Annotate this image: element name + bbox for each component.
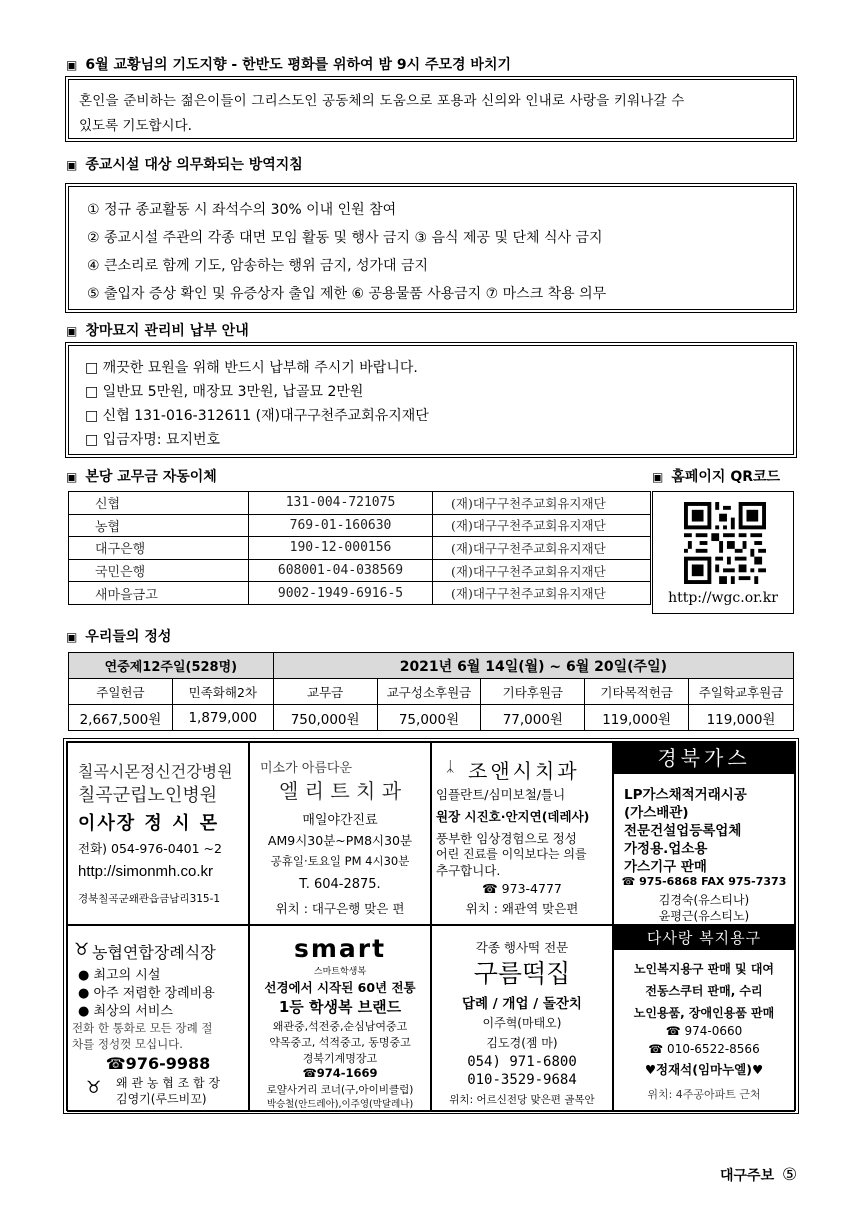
ad-smart-uniform: smart 스마트학생복 선경에서 시작된 60년 전통 1등 학생복 브랜드 왜관중,석전중,순심남여중고 약목중고, 석적중고, 동명중고 경북기계명장고 ☎974-1669 로얄사거리 코너(구,아이비클럽) 박승철(안드레아),이주영(막달레나) bbox=[249, 925, 431, 1112]
ad-nonghyup-funeral: ♉ 농협연합장례식장 ● 최고의 시설 ● 아주 저렴한 장례비용 ● 최상의 서비스 전화 한 통화로 모든 장례 절 차를 정성껏 모십니다. ☎976-9988 ♉ 왜 관 농 협 조 합 장 김영기(루드비꼬) bbox=[67, 925, 249, 1112]
offering-title: ▣ 우리들의 정성 bbox=[66, 629, 172, 645]
quarantine-rules-box bbox=[68, 186, 794, 310]
welfare-header: 다사랑 복지용구 bbox=[614, 926, 794, 950]
account-table bbox=[68, 491, 651, 605]
table-row: 국민은행 608001-04-038569 (재)대구구천주교회유지재단 bbox=[69, 559, 651, 582]
square-bullet-icon: ▣ bbox=[66, 58, 78, 72]
square-bullet-icon: ▣ bbox=[66, 630, 78, 644]
table-row: 2,667,500원 1,879,000 750,000원 75,000원 77,000원 119,000원 119,000원 bbox=[69, 705, 794, 731]
prayer-intention-line1: 혼인을 준비하는 젊은이들이 그리스도인 공동체의 도움으로 포용과 신의와 인내로 사랑을 키워나갈 수 bbox=[79, 93, 685, 109]
qr-title: ▣ 홈페이지 QR코드 bbox=[652, 469, 781, 485]
table-row: 주일헌금 민족화해2차 교무금 교구성소후원금 기타후원금 기타목적헌금 주일학교후원금 bbox=[69, 679, 794, 705]
period-label: 2021년 6월 14일(월) ~ 6월 20일(주일) bbox=[273, 653, 793, 679]
auto-transfer-title: ▣ 본당 교무금 자동이체 bbox=[66, 469, 217, 485]
square-bullet-icon: ▣ bbox=[652, 470, 664, 484]
homepage-url[interactable]: http://wgc.or.kr bbox=[668, 590, 778, 606]
cemetery-item: □ 신협 131-016-312611 (재)대구구천주교회유지재단 bbox=[85, 408, 429, 424]
smart-logo: smart bbox=[293, 934, 387, 963]
leaf-logo-icon: ♉ bbox=[74, 940, 90, 960]
table-row bbox=[69, 653, 794, 679]
page-footer bbox=[720, 1165, 797, 1185]
rule-item: ④ 큰소리로 함께 기도, 암송하는 행위 금지, 성가대 금지 bbox=[87, 258, 429, 274]
prayer-intention-line2: 있도록 기도합시다. bbox=[79, 118, 192, 134]
table-row: 새마을금고 9002-1949-6916-5 (재)대구구천주교회유지재단 bbox=[69, 582, 651, 605]
cemetery-item: □ 일반묘 5만원, 매장묘 3만원, 납골묘 2만원 bbox=[85, 384, 364, 400]
cemetery-fee-title: ▣ 창마묘지 관리비 납부 안내 bbox=[66, 323, 249, 339]
rule-item: ① 정규 종교활동 시 좌석수의 30% 이내 인원 참여 bbox=[87, 202, 397, 218]
prayer-intention-title: ▣ 6월 교황님의 기도지향 - 한반도 평화를 위하여 밤 9시 주모경 바치기 bbox=[66, 57, 511, 73]
qr-box bbox=[652, 491, 794, 614]
offering-table bbox=[68, 652, 794, 731]
rule-item: ⑤ 출입자 증상 확인 및 유증상자 출입 제한 ⑥ 공용물품 사용금지 ⑦ 마스크 착용 의무 bbox=[87, 286, 607, 302]
ad-elite-dental: 미소가 아름다운 엘 리 트 치 과 매일야간진료 AM9시30분~PM8시30분 공휴일·토요일 PM 4시30분 T. 604-2875. 위치 : 대구은행 맞은 편 bbox=[249, 742, 431, 925]
square-bullet-icon: ▣ bbox=[66, 470, 78, 484]
table-row: 농협 769-01-160630 (재)대구구천주교회유지재단 bbox=[69, 514, 651, 537]
tooth-icon: ᛣ bbox=[446, 759, 455, 775]
prayer-intention-box bbox=[68, 79, 794, 139]
cemetery-fee-box bbox=[68, 345, 794, 455]
cemetery-item: □ 깨끗한 묘원을 위해 반드시 납부해 주시기 바랍니다. bbox=[85, 360, 418, 376]
ad-dasarang-welfare: 다사랑 복지용구 노인복지용구 판매 및 대여 전동스쿠터 판매, 수리 노인용품, 장애인용품 판매 ☎ 974-0660 ☎ 010-6522-8566 ♥정재석(임마누엘)♥ 위치: 4주공아파트 근처 bbox=[613, 925, 795, 1112]
gas-header: 경북가스 bbox=[614, 743, 794, 774]
square-bullet-icon: ▣ bbox=[66, 158, 78, 172]
ad-gureum-ricecake: 각종 행사떡 전문 구름떡집 답례 / 개업 / 돌잔치 이주혁(마태오) 김도경(젬 마) 054) 971-6800 010-3529-9684 위치: 어르신전당 맞은편 골목안 bbox=[431, 925, 613, 1112]
rule-item: ② 종교시설 주관의 각종 대면 모임 활동 및 행사 금지 ③ 음식 제공 및 단체 식사 금지 bbox=[87, 230, 603, 246]
page-number: ⑤ bbox=[781, 1165, 798, 1185]
bulletin-name: 대구주보 bbox=[720, 1168, 775, 1184]
table-row: 대구은행 190-12-000156 (재)대구구천주교회유지재단 bbox=[69, 537, 651, 560]
week-label: 연중제12주일(528명) bbox=[69, 653, 274, 679]
leaf-logo-icon: ♉ bbox=[86, 1078, 102, 1098]
quarantine-rules-title: ▣ 종교시설 대상 의무화되는 방역지침 bbox=[66, 157, 303, 173]
square-bullet-icon: ▣ bbox=[66, 324, 78, 338]
ads-area bbox=[66, 741, 796, 1111]
ad-gyeongbuk-gas: 경북가스 LP가스채적거래시공 (가스배관) 전문건설업등록업체 가정용.업소용 가스기구 판매 ☎ 975-6868 FAX 975-7373 김경숙(유스티나) 윤평근(유스티노) bbox=[613, 742, 795, 925]
ad-joen-dental: ᛣ 조앤시치과 임플란트/심미보철/틀니 원장 시진호·안지연(데레사) 풍부한 임상경험으로 정성 어린 진료를 이익보다는 의를 추구합니다. ☎ 973-4777 위치 : 왜관역 맞은편 bbox=[431, 742, 613, 925]
ad-simon-hospital: 칠곡시몬정신건강병원 칠곡군립노인병원 이사장 정 시 몬 전화) 054-976-0401 ~2 http://simonmh.co.kr 경북칠곡군왜관읍금남리315-1 bbox=[67, 742, 249, 925]
cemetery-item: □ 입금자명: 묘지번호 bbox=[85, 432, 221, 448]
qr-code-icon[interactable] bbox=[684, 502, 766, 584]
table-row: 신협 131-004-721075 (재)대구구천주교회유지재단 bbox=[69, 492, 651, 515]
